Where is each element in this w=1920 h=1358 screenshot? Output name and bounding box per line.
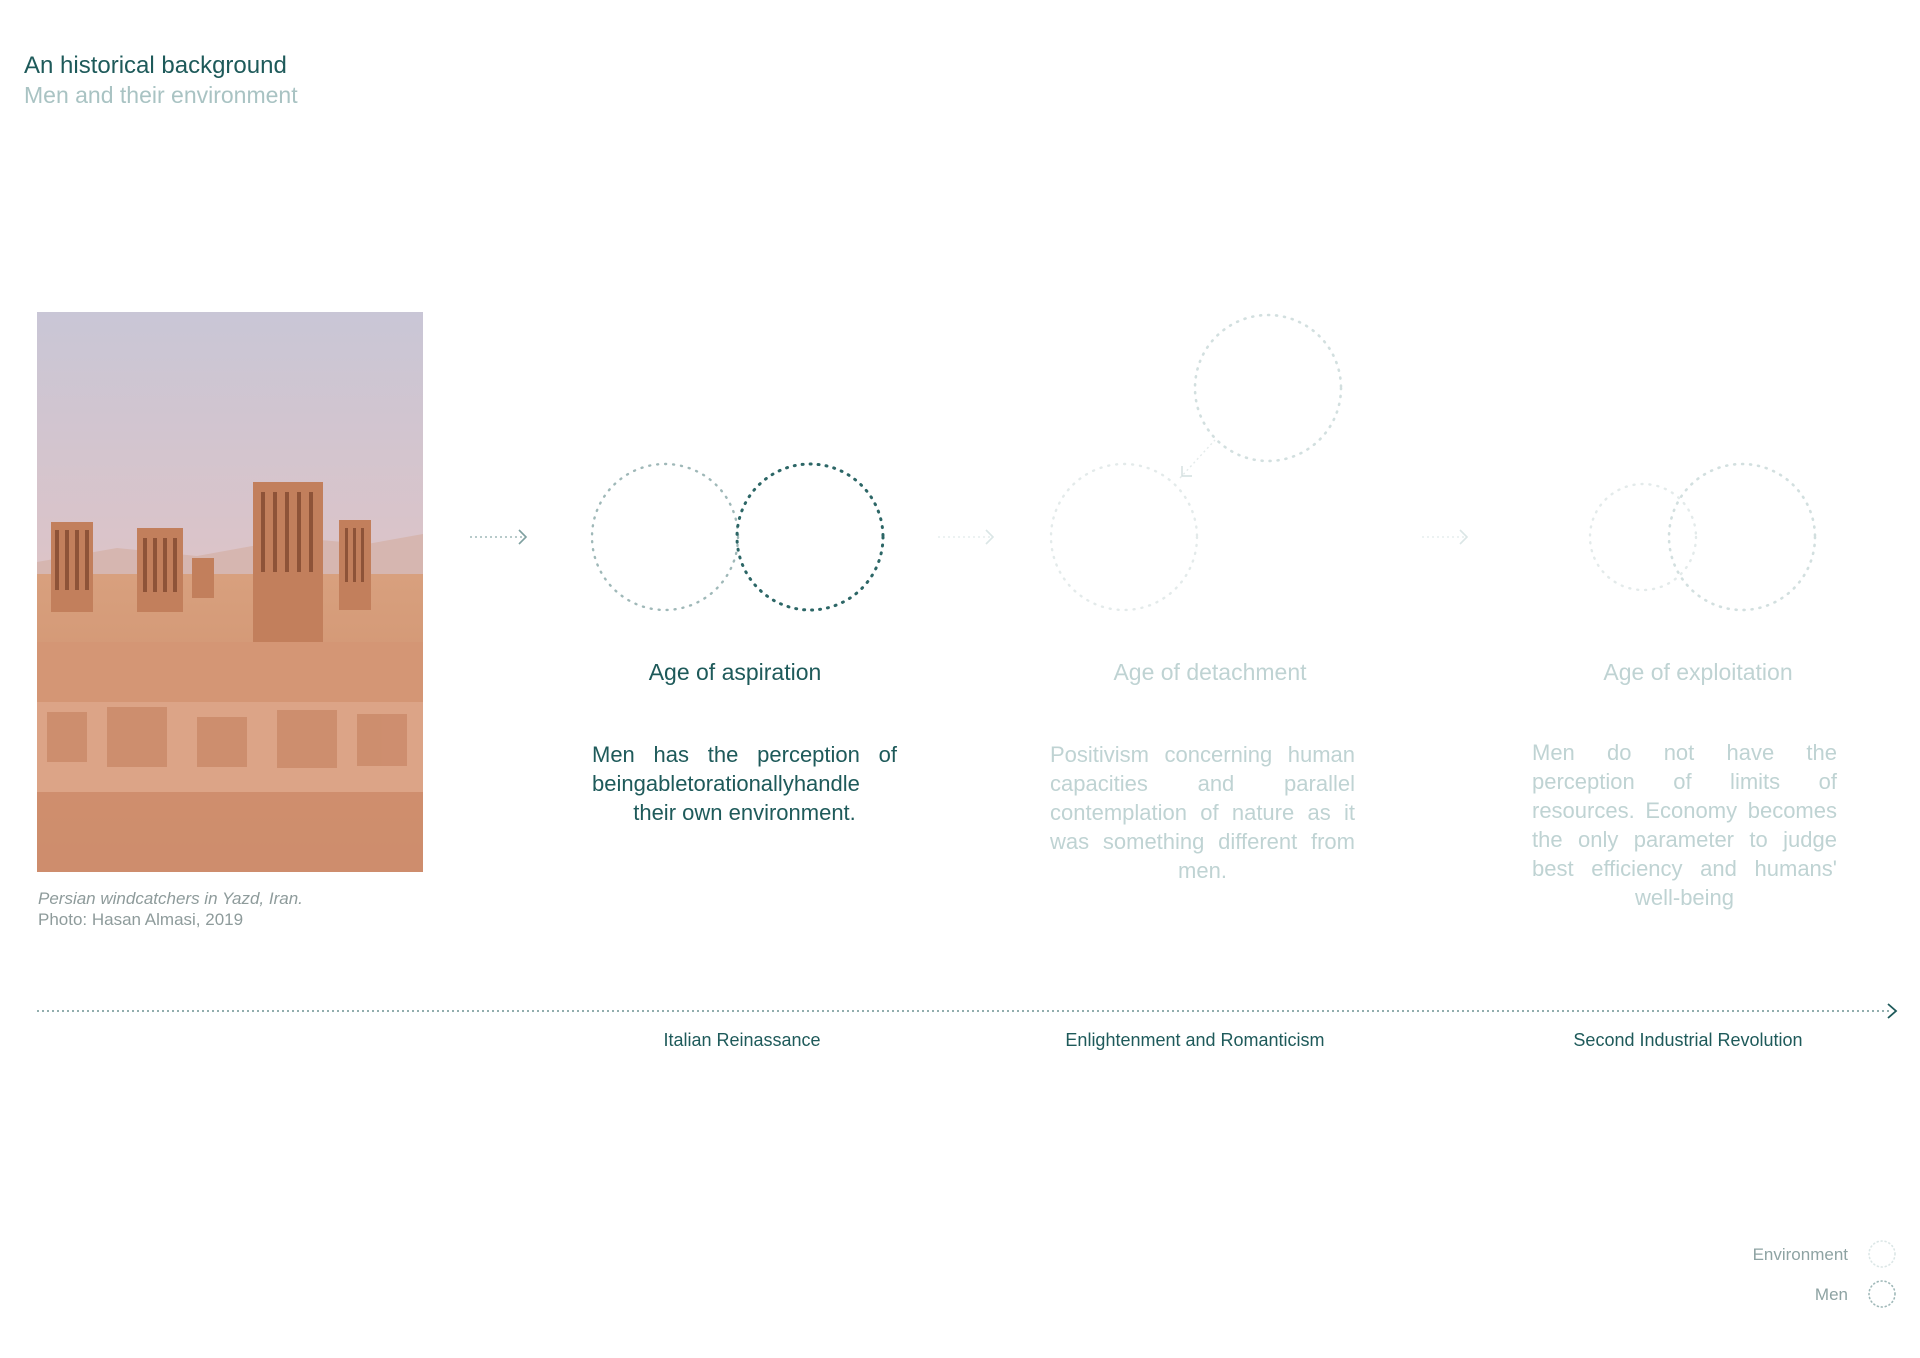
men-circle: [1669, 464, 1815, 610]
photo-credit: Photo: Hasan Almasi, 2019: [38, 910, 244, 929]
environment-circle: [1590, 484, 1696, 590]
era-label: Second Industrial Revolution: [1573, 1030, 1803, 1050]
era-label: Enlightenment and Romanticism: [1065, 1030, 1325, 1050]
phase-description: Men has the perception of beingabletorationallyhandle their own environment.: [592, 742, 897, 825]
legend-environment-icon: [1869, 1241, 1895, 1267]
legend-men-label: Men: [1814, 1285, 1848, 1304]
detachment-connector: [1180, 440, 1215, 478]
phase-title: Age of detachment: [1113, 659, 1307, 685]
era-label: Italian Reinassance: [663, 1030, 821, 1050]
photo-caption-title: Persian windcatchers in Yazd, Iran.: [38, 889, 303, 908]
page-title: An historical background: [24, 52, 287, 79]
men-circle: [737, 464, 883, 610]
timeline-arrow-icon: [1888, 1004, 1896, 1018]
legend-environment-label: Environment: [1752, 1245, 1848, 1264]
phase-description: Positivism concerning human capacities and parallel contemplation of nature as it was something different from men.: [1050, 742, 1355, 883]
phase-title: Age of exploitation: [1603, 659, 1793, 685]
arrow-head-icon: [1182, 466, 1192, 476]
men-circle: [1195, 315, 1341, 461]
phase-description: Men do not have the perception of limits of resources. Economy becomes the only parameter to judge best efficiency and humans' well-being: [1532, 740, 1837, 910]
environment-circle: [592, 464, 738, 610]
phase-title: Age of aspiration: [648, 659, 822, 685]
legend-men-icon: [1869, 1281, 1895, 1307]
environment-circle: [1051, 464, 1197, 610]
page-subtitle: Men and their environment: [24, 82, 298, 108]
